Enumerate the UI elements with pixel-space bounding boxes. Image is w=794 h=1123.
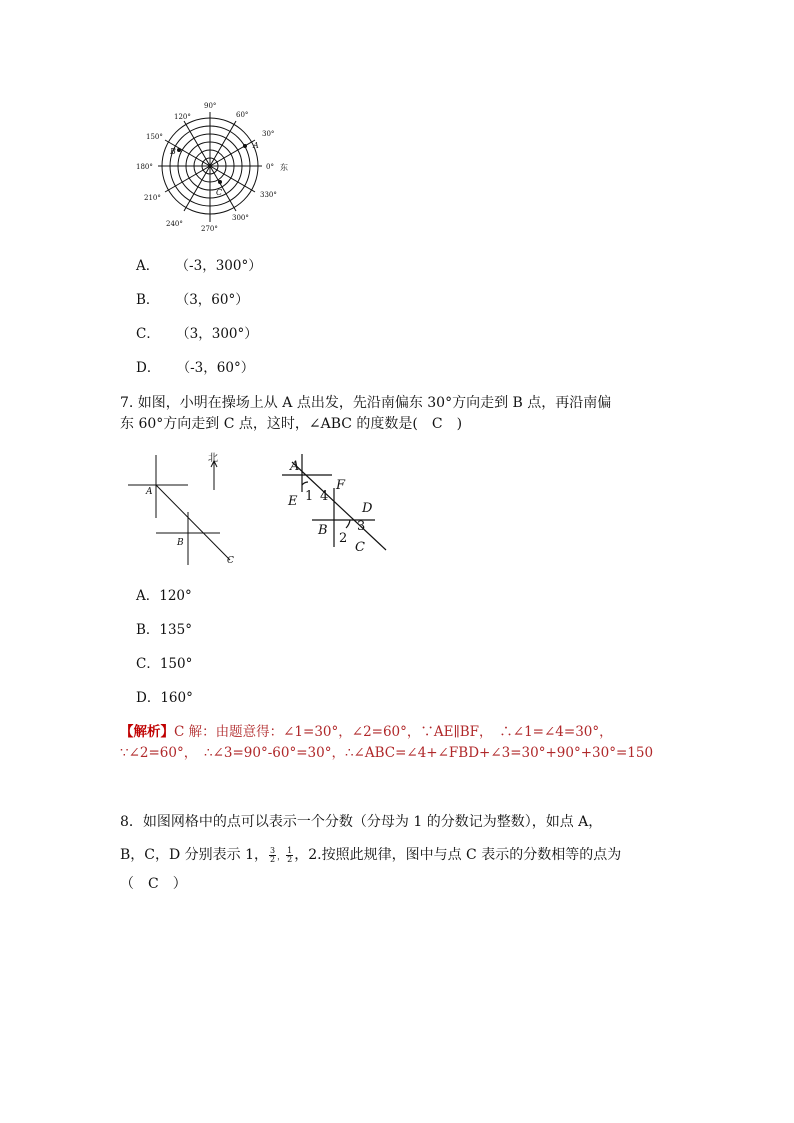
- fig2-angle-3: 3: [357, 519, 366, 534]
- option-text: 135°: [159, 622, 192, 638]
- fraction-3-2: [269, 847, 276, 864]
- q7-figure-right: [280, 452, 390, 556]
- option-letter: D．: [136, 690, 161, 706]
- fraction-numerator: 3: [270, 845, 276, 855]
- fraction-1-2: [286, 847, 293, 864]
- q8-question-line1: 8．如图网格中的点可以表示一个分数（分母为 1 的分数记为整数），如点 A，: [120, 814, 603, 830]
- option-text: （-3，60°）: [176, 360, 255, 376]
- option-letter: A．: [136, 588, 160, 604]
- option-text: （3，60°）: [175, 292, 249, 308]
- q8-text-b: ，2.按照此规律，图中与点 C 表示的分数相等的点为: [294, 847, 622, 863]
- polar-point-b: B: [170, 147, 176, 156]
- fig1-north-label: 北: [208, 453, 218, 464]
- fig2-point-e: E: [288, 494, 298, 509]
- fraction-denominator: 2: [287, 854, 293, 864]
- fig1-point-a: A: [146, 487, 153, 497]
- fig2-point-d: D: [362, 501, 373, 516]
- q6-option-a: [136, 256, 262, 276]
- option-letter: C．: [136, 326, 160, 342]
- q7-option-c: [136, 654, 192, 674]
- polar-diagram: [128, 98, 288, 238]
- option-text: （3，300°）: [176, 326, 258, 342]
- option-text: 120°: [159, 588, 192, 604]
- option-letter: D．: [136, 360, 161, 376]
- q7-option-d: [136, 688, 193, 708]
- option-text: 160°: [160, 690, 193, 706]
- option-letter: B．: [136, 292, 160, 308]
- q8-text-a: B，C，D 分别表示 1，: [120, 847, 269, 863]
- q7-analysis-line1: [120, 722, 613, 742]
- polar-label-0: 0°: [266, 163, 274, 171]
- fig2-point-c: C: [355, 540, 365, 555]
- q6-option-b: [136, 290, 249, 310]
- polar-label-30: 30°: [262, 130, 275, 138]
- polar-label-300: 300°: [232, 214, 249, 222]
- polar-label-120: 120°: [174, 113, 191, 121]
- polar-label-90: 90°: [204, 102, 217, 110]
- fig2-point-a: A: [290, 459, 300, 474]
- fig1-point-b: B: [177, 538, 184, 548]
- analysis-text: C 解：由题意得：∠1=30°，∠2=60°，∵AE∥BF， ∴∠1=∠4=30°，: [174, 724, 613, 740]
- polar-point-a: A: [253, 141, 259, 150]
- polar-label-240: 240°: [166, 220, 183, 228]
- fraction-numerator: 1: [287, 845, 293, 855]
- q7-option-a: [136, 586, 192, 606]
- option-letter: A．: [136, 258, 160, 274]
- q7-option-b: [136, 620, 192, 640]
- fig2-point-f: F: [336, 478, 346, 493]
- polar-point-c: C: [216, 188, 223, 197]
- polar-label-60: 60°: [236, 111, 249, 119]
- option-letter: B．: [136, 622, 160, 638]
- q8-question-line2: [120, 845, 621, 867]
- polar-label-210: 210°: [144, 194, 161, 202]
- analysis-tag: 【解析】: [120, 724, 174, 740]
- q7-figure-left: [126, 450, 246, 570]
- q7-analysis-line2: ∵∠2=60°， ∴∠3=90°-60°=30°，∴∠ABC=∠4+∠FBD+∠3=30°+90°+30°=150: [120, 745, 654, 761]
- q6-option-d: [136, 358, 254, 378]
- polar-label-150: 150°: [146, 133, 163, 141]
- option-letter: C．: [136, 656, 160, 672]
- option-text: （-3，300°）: [175, 258, 262, 274]
- fig2-angle-2: 2: [339, 531, 348, 546]
- polar-label-180: 180°: [136, 163, 153, 171]
- fig2-angle-1: 1: [305, 489, 314, 504]
- q7-question-line1: 7. 如图，小明在操场上从 A 点出发，先沿南偏东 30°方向走到 B 点，再沿南偏: [120, 395, 612, 411]
- fraction-denominator: 2: [270, 854, 276, 864]
- fig2-point-b: B: [318, 523, 328, 538]
- fraction-separator: ，: [277, 852, 286, 861]
- fig1-point-c: C: [227, 556, 234, 566]
- polar-label-330: 330°: [260, 191, 277, 199]
- option-text: 150°: [159, 656, 193, 672]
- q6-option-c: [136, 324, 258, 344]
- polar-label-east: 东: [280, 163, 288, 172]
- q7-question-line2: 东 60°方向走到 C 点，这时，∠ABC 的度数是( C ): [120, 416, 463, 432]
- fig2-angle-4: 4: [320, 489, 329, 504]
- q8-answer-line: （ C ）: [120, 876, 187, 892]
- polar-label-270: 270°: [201, 225, 218, 233]
